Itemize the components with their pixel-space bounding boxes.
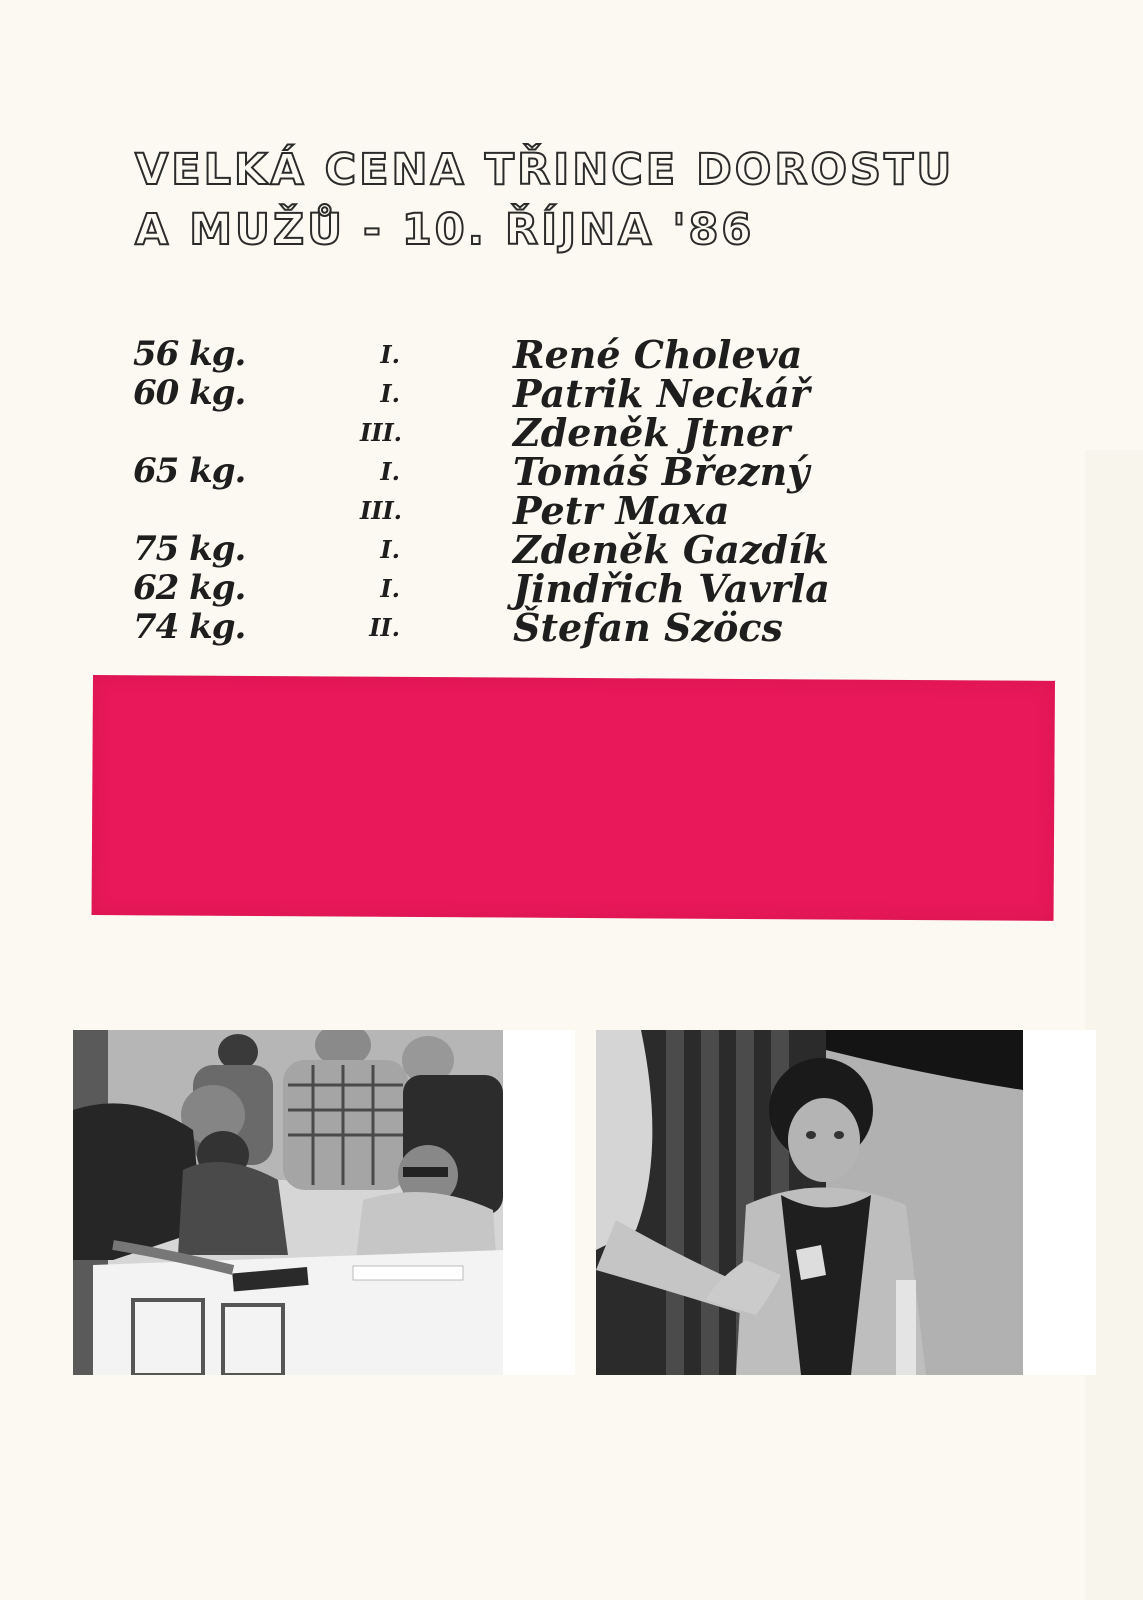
result-row — [133, 332, 853, 377]
athlete-name: René Choleva — [513, 332, 803, 377]
result-row — [133, 371, 853, 416]
athlete-name: Petr Maxa — [513, 488, 730, 533]
page-edge — [1085, 450, 1143, 1600]
athlete-name: Jindřich Vavrla — [513, 566, 830, 611]
weight-class: 56 kg. — [133, 334, 246, 374]
result-row — [133, 449, 853, 494]
athlete-name: Zdeněk Gazdík — [513, 527, 829, 572]
page-title — [135, 140, 955, 260]
result-row — [133, 566, 853, 611]
weight-class: 74 kg. — [133, 607, 246, 647]
placement: I. — [380, 340, 400, 369]
photo-border — [503, 1030, 575, 1375]
placement: I. — [380, 535, 400, 564]
athlete-name: Štefan Szöcs — [513, 605, 783, 650]
placement: I. — [380, 379, 400, 408]
result-row — [133, 410, 853, 455]
athlete-name: Zdeněk Jtner — [513, 410, 791, 455]
athlete-name: Tomáš Březný — [513, 449, 810, 494]
placement: I. — [380, 457, 400, 486]
title-line-2: A MUŽŮ - 10. ŘÍJNA '86 — [135, 205, 755, 255]
photo-officials-at-table — [73, 1030, 503, 1375]
placement: III. — [360, 418, 403, 447]
result-row — [133, 527, 853, 572]
result-row — [133, 605, 853, 650]
pink-paper-strip — [92, 675, 1055, 921]
results-list — [133, 332, 853, 650]
photo-young-wrestler — [596, 1030, 1023, 1375]
title-line-1: VELKÁ CENA TŘINCE DOROSTU — [135, 145, 955, 195]
athlete-name: Patrik Neckář — [513, 371, 810, 416]
weight-class: 75 kg. — [133, 529, 246, 569]
photo-border — [1023, 1030, 1096, 1375]
placement: II. — [369, 613, 400, 642]
weight-class: 65 kg. — [133, 451, 246, 491]
result-row — [133, 488, 853, 533]
placement: I. — [380, 574, 400, 603]
weight-class: 60 kg. — [133, 373, 246, 413]
placement: III. — [360, 496, 403, 525]
weight-class: 62 kg. — [133, 568, 246, 608]
